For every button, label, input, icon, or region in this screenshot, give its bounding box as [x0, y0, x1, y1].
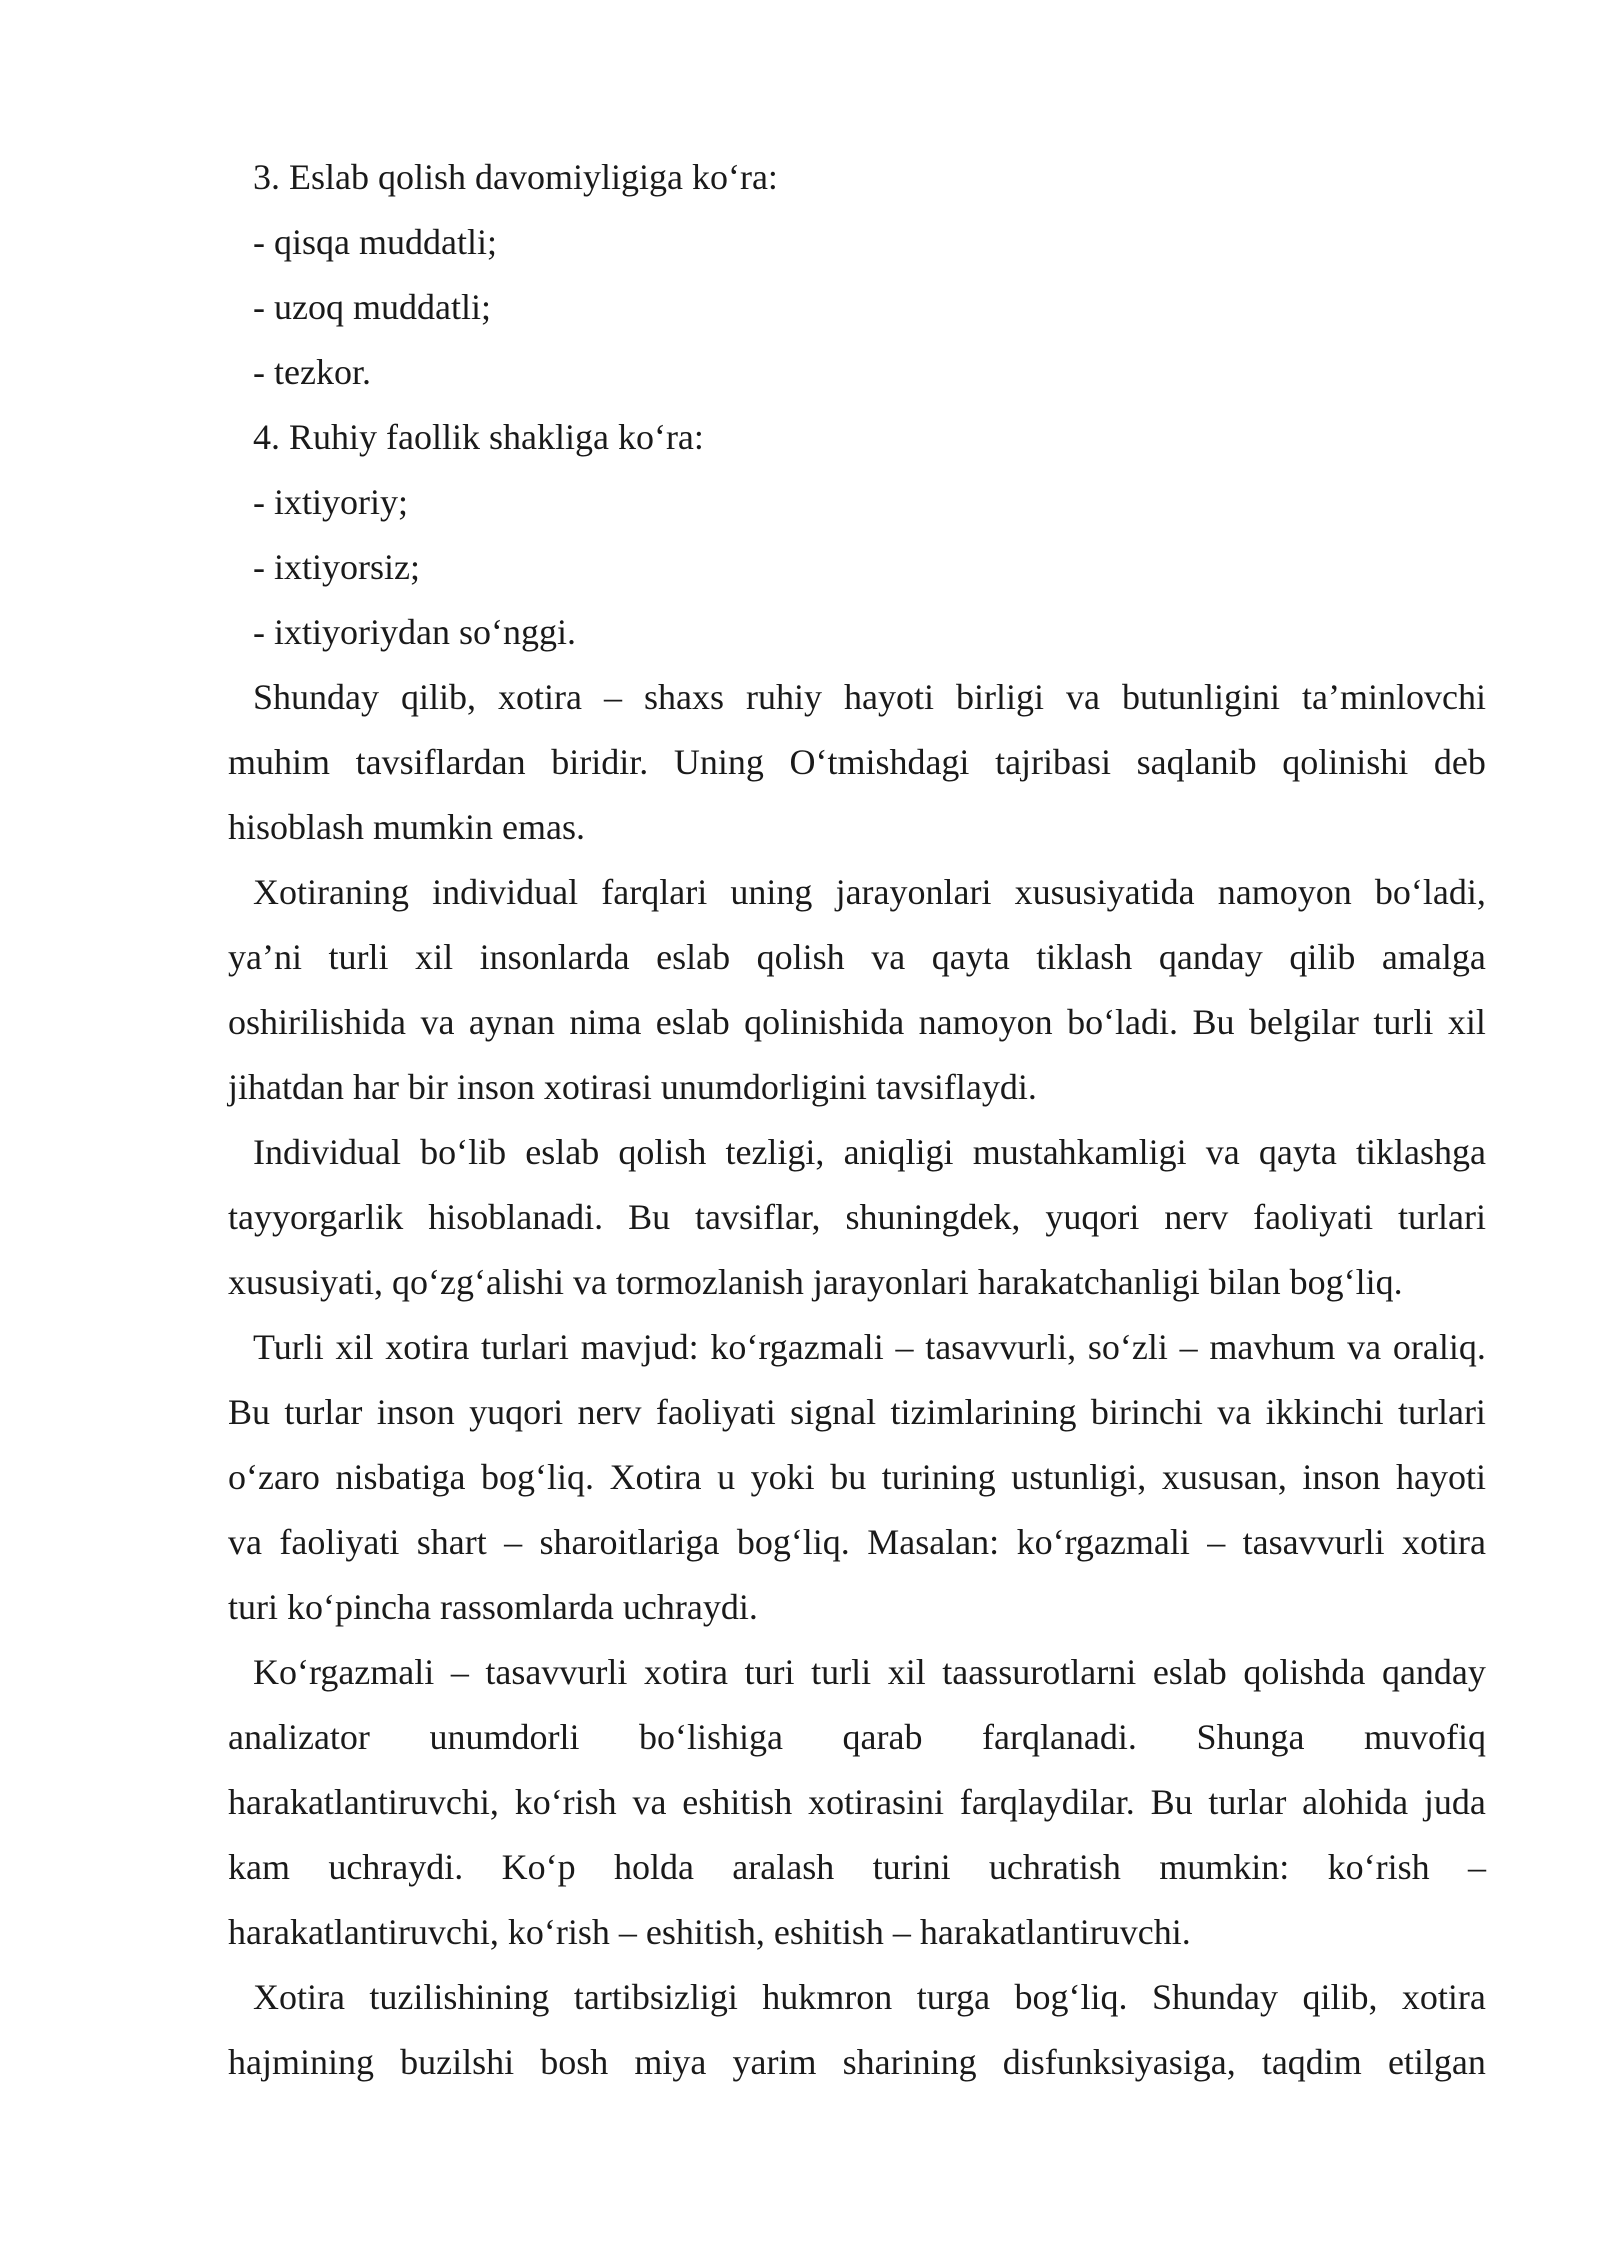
paragraph [228, 860, 1486, 1120]
list-heading: 3. Eslab qolish davomiyligiga ko‘ra: [253, 157, 778, 197]
paragraph [228, 665, 1486, 860]
body-text [228, 665, 1486, 2095]
paragraph-line: hajmining buzilshi bosh miya yarim sharining disfunksiyasiga, taqdim etilgan [228, 2042, 1486, 2082]
list-item: - tezkor. [253, 352, 371, 392]
paragraph-line: tayyorgarlik hisoblanadi. Bu tavsiflar, shuningdek, yuqori nerv faoliyati turlari [228, 1197, 1486, 1237]
classification-list [228, 145, 1486, 665]
paragraph [228, 1640, 1486, 1965]
paragraph-line: hisoblash mumkin emas. [228, 807, 585, 847]
paragraph-line: jihatdan har bir inson xotirasi unumdorligini tavsiflaydi. [228, 1067, 1037, 1107]
paragraph [228, 1315, 1486, 1640]
paragraph-line: o‘zaro nisbatiga bog‘liq. Xotira u yoki bu turining ustunligi, xususan, inson hayoti [228, 1457, 1486, 1497]
paragraph-line: Shunday qilib, xotira – shaxs ruhiy hayoti birligi va butunligini ta’minlovchi [253, 677, 1486, 717]
paragraph-line: harakatlantiruvchi, ko‘rish – eshitish, eshitish – harakatlantiruvchi. [228, 1912, 1191, 1952]
paragraph-line: Bu turlar inson yuqori nerv faoliyati signal tizimlarining birinchi va ikkinchi turlari [228, 1392, 1486, 1432]
paragraph [228, 1965, 1486, 2095]
document-page [228, 145, 1486, 2095]
list-item: - ixtiyoriy; [253, 482, 408, 522]
paragraph-line: va faoliyati shart – sharoitlariga bog‘liq. Masalan: ko‘rgazmali – tasavvurli xotira [228, 1522, 1486, 1562]
paragraph-line: Ko‘rgazmali – tasavvurli xotira turi turli xil taassurotlarni eslab qolishda qanday [253, 1652, 1486, 1692]
paragraph-line: Individual bo‘lib eslab qolish tezligi, aniqligi mustahkamligi va qayta tiklashga [253, 1132, 1486, 1172]
list-heading: 4. Ruhiy faollik shakliga ko‘ra: [253, 417, 704, 457]
paragraph-line: Xotira tuzilishining tartibsizligi hukmron turga bog‘liq. Shunday qilib, xotira [253, 1977, 1486, 2017]
paragraph-line: kam uchraydi. Ko‘p holda aralash turini uchratish mumkin: ko‘rish – [228, 1847, 1486, 1887]
paragraph-line: Xotiraning individual farqlari uning jarayonlari xususiyatida namoyon bo‘ladi, [253, 872, 1486, 912]
list-item: - ixtiyoriydan so‘nggi. [253, 612, 576, 652]
paragraph-line: oshirilishida va aynan nima eslab qolinishida namoyon bo‘ladi. Bu belgilar turli xil [228, 1002, 1486, 1042]
list-item: - uzoq muddatli; [253, 287, 491, 327]
paragraph-line: ya’ni turli xil insonlarda eslab qolish va qayta tiklash qanday qilib amalga [228, 937, 1486, 977]
paragraph-line: muhim tavsiflardan biridir. Uning O‘tmishdagi tajribasi saqlanib qolinishi deb [228, 742, 1486, 782]
list-item: - ixtiyorsiz; [253, 547, 420, 587]
paragraph-line: Turli xil xotira turlari mavjud: ko‘rgazmali – tasavvurli, so‘zli – mavhum va oraliq. [253, 1327, 1486, 1367]
list-item: - qisqa muddatli; [253, 222, 497, 262]
paragraph [228, 1120, 1486, 1315]
paragraph-line: turi ko‘pincha rassomlarda uchraydi. [228, 1587, 758, 1627]
paragraph-line: analizator unumdorli bo‘lishiga qarab farqlanadi. Shunga muvofiq [228, 1717, 1486, 1757]
paragraph-line: xususiyati, qo‘zg‘alishi va tormozlanish jarayonlari harakatchanligi bilan bog‘liq. [228, 1262, 1403, 1302]
paragraph-line: harakatlantiruvchi, ko‘rish va eshitish xotirasini farqlaydilar. Bu turlar alohida juda [228, 1782, 1486, 1822]
